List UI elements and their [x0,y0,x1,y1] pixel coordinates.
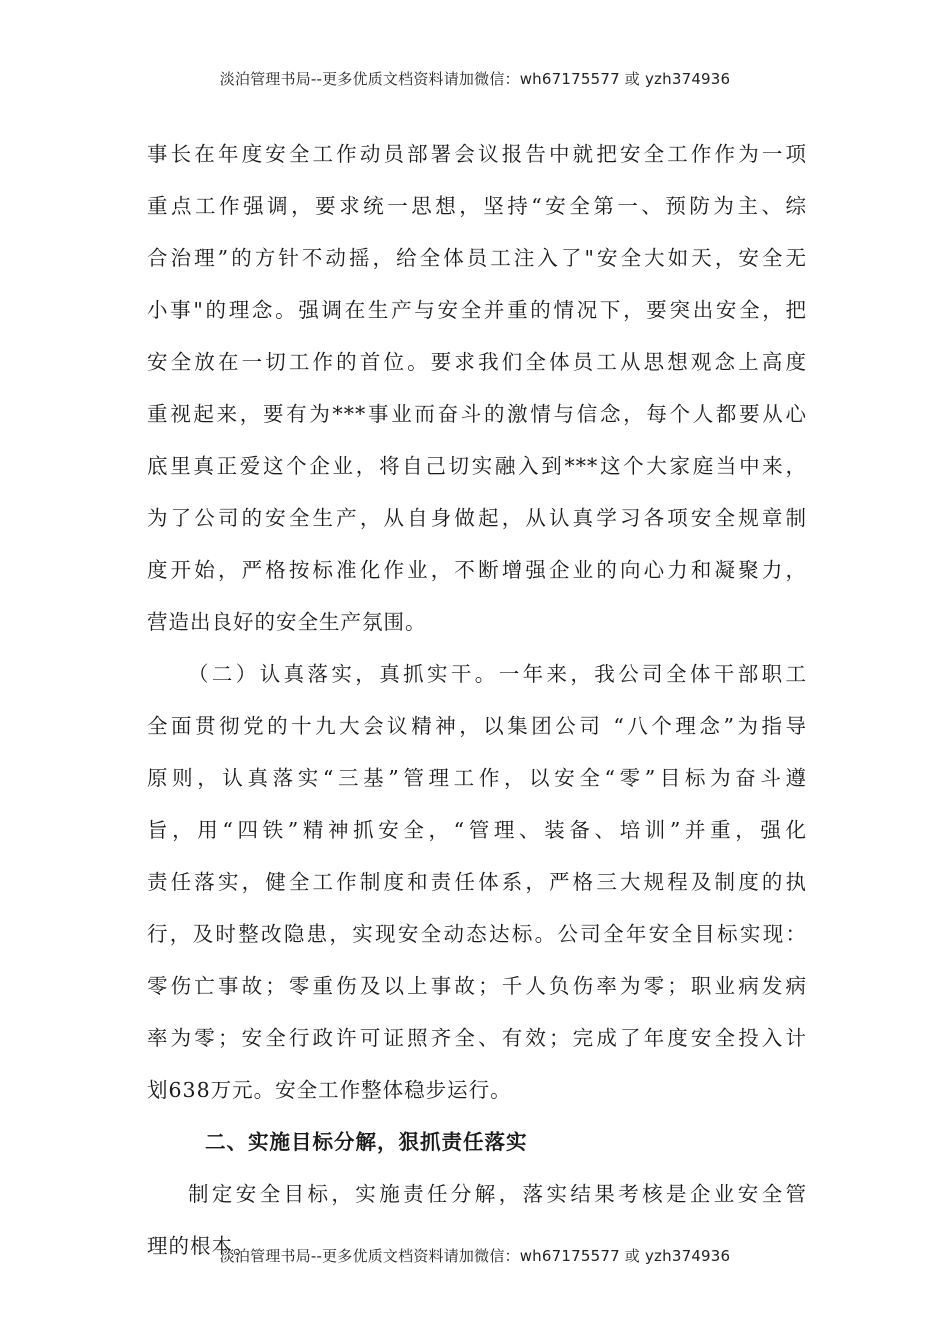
paragraph-1 [147,128,807,648]
text-line: 行，及时整改隐患，实现安全动态达标。公司全年安全目标实现： [147,922,807,946]
text-line: 旨，用“四铁”精神抓安全，“管理、装备、培训”并重，强化 [147,818,807,842]
text-line: 重点工作强调，要求统一思想，坚持“安全第一、预防为主、综 [147,194,807,218]
text-line: 底里真正爱这个企业，将自己切实融入到***这个大家庭当中来， [147,454,807,478]
text-line: 理的根本。 [147,1234,255,1258]
text-line: 零伤亡事故；零重伤及以上事故；千人负伤率为零；职业病发病 [147,974,807,998]
section-heading: 二、实施目标分解，狠抓责任落实 [205,1130,528,1154]
text-line: 安全放在一切工作的首位。要求我们全体员工从思想观念上高度 [147,350,807,374]
text-line: 率为零；安全行政许可证照齐全、有效；完成了年度安全投入计 [147,1026,807,1050]
text-line: 度开始，严格按标准化作业，不断增强企业的向心力和凝聚力， [147,558,807,582]
text-line: 原则，认真落实“三基”管理工作，以安全“零”目标为奋斗遵 [147,766,807,790]
text-line: 营造出良好的安全生产氛围。 [147,610,427,634]
paragraph-2 [147,648,807,1116]
text-line: 合治理”的方针不动摇，给全体员工注入了"安全大如天，安全无 [147,246,807,270]
text-line: 制定安全目标，实施责任分解，落实结果考核是企业安全管 [188,1182,807,1206]
text-line: 划638万元。安全工作整体稳步运行。 [147,1078,512,1102]
text-line: 事长在年度安全工作动员部署会议报告中就把安全工作作为一项 [147,142,807,166]
text-line: 重视起来，要有为***事业而奋斗的激情与信念，每个人都要从心 [147,402,807,426]
page-footer: 淡泊管理书局--更多优质文档资料请加微信：wh67175577 或 yzh374936 [219,1247,731,1265]
text-line: 全面贯彻党的十九大会议精神，以集团公司 “八个理念”为指导 [147,714,807,738]
document-body [147,128,807,1272]
text-line: （二）认真落实，真抓实干。一年来，我公司全体干部职工 [188,662,807,686]
text-line: 责任落实，健全工作制度和责任体系，严格三大规程及制度的执 [147,870,807,894]
page-header: 淡泊管理书局--更多优质文档资料请加微信：wh67175577 或 yzh374936 [219,70,731,88]
text-line: 为了公司的安全生产，从自身做起，从认真学习各项安全规章制 [147,506,807,530]
text-line: 小事"的理念。强调在生产与安全并重的情况下，要突出安全，把 [147,298,807,322]
